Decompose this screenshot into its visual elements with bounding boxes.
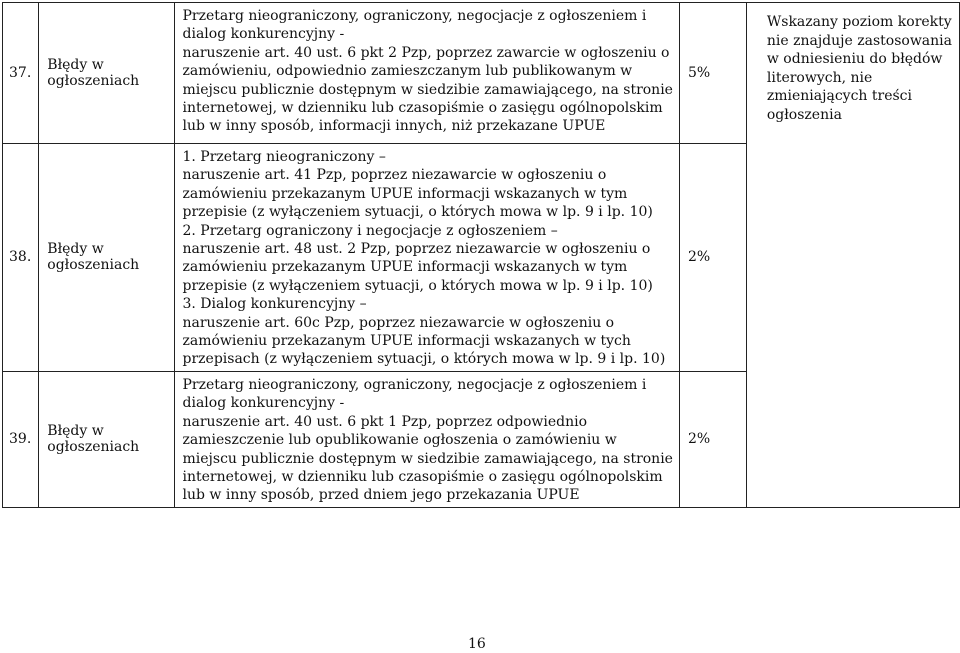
description-line: zamówieniu, odpowiednio zamieszczanym lub publikowanym w bbox=[182, 63, 633, 80]
note-line: Wskazany poziom korekty bbox=[766, 14, 952, 30]
description-line: internetowej, w dzienniku lub czasopiśmie o zasięgu ogólnopolskim bbox=[182, 468, 663, 485]
description-line: 2. Przetarg ograniczony i negocjacje z ogłoszeniem – bbox=[182, 222, 558, 239]
row-percent: 2% bbox=[679, 144, 746, 372]
row-category: Błędy w ogłoszeniach bbox=[39, 144, 174, 372]
description-line: zamówieniu przekazanym UPUE informacji wskazanych w tych bbox=[182, 333, 631, 350]
description-line: naruszenie art. 40 ust. 6 pkt 1 Pzp, poprzez odpowiednio bbox=[182, 413, 588, 430]
row-category: Błędy w ogłoszeniach bbox=[39, 3, 174, 144]
description-line: naruszenie art. 48 ust. 2 Pzp, poprzez niezawarcie w ogłoszeniu o bbox=[182, 241, 651, 258]
page-number: 16 bbox=[468, 636, 486, 652]
description-line: zamówieniu przekazanym UPUE informacji wskazanych w tym bbox=[182, 259, 628, 276]
description-line: przepisie (z wyłączeniem sytuacji, o których mowa w lp. 9 i lp. 10) bbox=[182, 277, 653, 294]
description-line: 1. Przetarg nieograniczony – bbox=[182, 149, 386, 165]
description-line: naruszenie art. 40 ust. 6 pkt 2 Pzp, poprzez zawarcie w ogłoszeniu o bbox=[182, 44, 670, 61]
description-line: miejscu publicznie dostępnym w siedzibie zamawiającego, na stronie bbox=[182, 81, 673, 98]
row-description bbox=[174, 144, 679, 372]
description-line: przepisach (z wyłączeniem sytuacji, o których mowa w lp. 9 i lp. 10) bbox=[182, 351, 666, 368]
row-description bbox=[174, 371, 679, 507]
note-line: w odniesieniu do błędów bbox=[766, 51, 943, 67]
row-category: Błędy w ogłoszeniach bbox=[39, 371, 174, 507]
row-number: 39. bbox=[3, 371, 39, 507]
description-line: dialog konkurencyjny - bbox=[182, 395, 345, 412]
description-line: zamówieniu przekazanym UPUE informacji wskazanych w tym bbox=[182, 185, 628, 202]
description-line: naruszenie art. 60c Pzp, poprzez niezawarcie w ogłoszeniu o bbox=[182, 314, 615, 331]
row-percent: 5% bbox=[679, 3, 746, 144]
row-percent: 2% bbox=[679, 371, 746, 507]
row-number: 37. bbox=[3, 3, 39, 144]
table-row-37 bbox=[3, 3, 960, 144]
note-line: literowych, nie bbox=[766, 69, 873, 86]
description-line: dialog konkurencyjny - bbox=[182, 26, 345, 43]
description-line: internetowej, w dzienniku lub czasopiśmie o zasięgu ogólnopolskim bbox=[182, 100, 663, 117]
row-description bbox=[174, 3, 679, 144]
note-line: ogłoszenia bbox=[766, 106, 842, 123]
description-line: 3. Dialog konkurencyjny – bbox=[182, 296, 367, 313]
note-line: zmieniających treści bbox=[766, 88, 912, 104]
description-line: miejscu publicznie dostępnym w siedzibie zamawiającego, na stronie bbox=[182, 450, 673, 467]
description-line: przepisie (z wyłączeniem sytuacji, o których mowa w lp. 9 i lp. 10) bbox=[182, 204, 653, 221]
description-line: lub w inny sposób, przed dniem jego przekazania UPUE bbox=[182, 487, 580, 504]
description-line: zamieszczenie lub opublikowanie ogłoszenia o zamówieniu w bbox=[182, 432, 617, 449]
description-line: Przetarg nieograniczony, ograniczony, negocjacje z ogłoszeniem i bbox=[182, 376, 647, 393]
description-line: lub w inny sposób, informacji innych, niż przekazane UPUE bbox=[182, 118, 606, 135]
corrections-table bbox=[2, 2, 960, 508]
row-number: 38. bbox=[3, 144, 39, 372]
description-line: Przetarg nieograniczony, ograniczony, negocjacje z ogłoszeniem i bbox=[182, 8, 647, 24]
description-line: naruszenie art. 41 Pzp, poprzez niezawarcie w ogłoszeniu o bbox=[182, 167, 607, 184]
note-line: nie znajduje zastosowania bbox=[766, 32, 952, 49]
row-note bbox=[746, 3, 959, 508]
